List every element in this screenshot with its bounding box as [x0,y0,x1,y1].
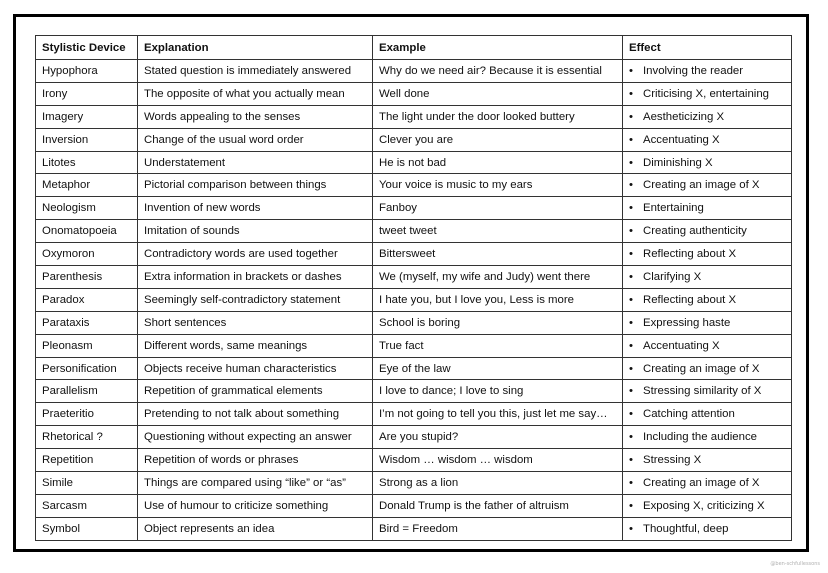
explanation-cell: Things are compared using “like” or “as” [138,472,373,495]
effect-text: Creating an image of X [643,362,760,375]
effect-cell [623,174,792,197]
example-cell: Well done [373,82,623,105]
effect-text: Diminishing X [643,156,713,169]
bullet-icon: • [629,64,633,77]
device-cell: Rhetorical ? [36,426,138,449]
effect-text: Reflecting about X [643,293,737,306]
device-cell: Simile [36,472,138,495]
explanation-cell: Questioning without expecting an answer [138,426,373,449]
table-body [36,60,792,541]
example-cell: tweet tweet [373,220,623,243]
example-cell: I love to dance; I love to sing [373,380,623,403]
example-cell: True fact [373,334,623,357]
explanation-cell: Extra information in brackets or dashes [138,266,373,289]
explanation-cell: Invention of new words [138,197,373,220]
device-cell: Imagery [36,105,138,128]
bullet-icon: • [629,179,633,192]
bullet-icon: • [629,87,633,100]
example-cell: Are you stupid? [373,426,623,449]
effect-text: Catching attention [643,408,735,421]
device-cell: Praeteritio [36,403,138,426]
effect-cell [623,380,792,403]
header-effect: Effect [623,36,792,60]
table-row [36,197,792,220]
explanation-cell: Short sentences [138,311,373,334]
table-row [36,128,792,151]
explanation-cell: Pictorial comparison between things [138,174,373,197]
explanation-cell: Use of humour to criticize something [138,494,373,517]
effect-cell [623,426,792,449]
effect-cell [623,82,792,105]
bullet-icon: • [629,316,633,329]
example-cell: Clever you are [373,128,623,151]
device-cell: Neologism [36,197,138,220]
table-row [36,357,792,380]
explanation-cell: Stated question is immediately answered [138,60,373,83]
device-cell: Paradox [36,288,138,311]
table-row [36,426,792,449]
bullet-icon: • [629,408,633,421]
device-cell: Parallelism [36,380,138,403]
bullet-icon: • [629,499,633,512]
device-cell: Parataxis [36,311,138,334]
explanation-cell: Repetition of grammatical elements [138,380,373,403]
example-cell: Bittersweet [373,243,623,266]
example-cell: We (myself, my wife and Judy) went there [373,266,623,289]
stylistic-devices-table [35,35,792,541]
effect-text: Thoughtful, deep [643,522,729,535]
effect-text: Creating an image of X [643,179,760,192]
effect-text: Clarifying X [643,270,702,283]
effect-text: Expressing haste [643,316,731,329]
example-cell: I’m not going to tell you this, just let me say… [373,403,623,426]
bullet-icon: • [629,293,633,306]
header-explanation: Explanation [138,36,373,60]
device-cell: Personification [36,357,138,380]
bullet-icon: • [629,476,633,489]
effect-text: Accentuating X [643,133,720,146]
effect-text: Entertaining [643,202,704,215]
explanation-cell: Object represents an idea [138,517,373,540]
effect-cell [623,472,792,495]
effect-text: Involving the reader [643,64,744,77]
example-cell: Donald Trump is the father of altruism [373,494,623,517]
table-row [36,311,792,334]
effect-cell [623,220,792,243]
example-cell: Eye of the law [373,357,623,380]
table-row [36,380,792,403]
explanation-cell: Repetition of words or phrases [138,449,373,472]
effect-text: Creating an image of X [643,476,760,489]
bullet-icon: • [629,431,633,444]
effect-cell [623,288,792,311]
effect-text: Stressing X [643,454,702,467]
effect-cell [623,517,792,540]
example-cell: Fanboy [373,197,623,220]
explanation-cell: Different words, same meanings [138,334,373,357]
device-cell: Repetition [36,449,138,472]
effect-text: Stressing similarity of X [643,385,762,398]
example-cell: I hate you, but I love you, Less is more [373,288,623,311]
example-cell: Wisdom … wisdom … wisdom [373,449,623,472]
effect-cell [623,403,792,426]
explanation-cell: The opposite of what you actually mean [138,82,373,105]
device-cell: Irony [36,82,138,105]
bullet-icon: • [629,133,633,146]
device-cell: Pleonasm [36,334,138,357]
bullet-icon: • [629,339,633,352]
example-cell: The light under the door looked buttery [373,105,623,128]
effect-cell [623,105,792,128]
table-sheet [13,14,809,552]
explanation-cell: Change of the usual word order [138,128,373,151]
table-row [36,449,792,472]
explanation-cell: Objects receive human characteristics [138,357,373,380]
bullet-icon: • [629,156,633,169]
explanation-cell: Contradictory words are used together [138,243,373,266]
table-row [36,288,792,311]
bullet-icon: • [629,362,633,375]
effect-cell [623,243,792,266]
bullet-icon: • [629,225,633,238]
table-row [36,403,792,426]
bullet-icon: • [629,202,633,215]
device-cell: Litotes [36,151,138,174]
effect-cell [623,128,792,151]
example-cell: Why do we need air? Because it is essential [373,60,623,83]
explanation-cell: Seemingly self-contradictory statement [138,288,373,311]
effect-text: Exposing X, criticizing X [643,499,765,512]
header-example: Example [373,36,623,60]
effect-cell [623,151,792,174]
effect-text: Accentuating X [643,339,720,352]
example-cell: Your voice is music to my ears [373,174,623,197]
table-row [36,60,792,83]
effect-cell [623,494,792,517]
effect-text: Aestheticizing X [643,110,725,123]
device-cell: Oxymoron [36,243,138,266]
table-header-row [36,36,792,60]
bullet-icon: • [629,454,633,467]
effect-cell [623,334,792,357]
effect-cell [623,311,792,334]
example-cell: School is boring [373,311,623,334]
effect-text: Creating authenticity [643,225,747,238]
table-row [36,517,792,540]
table-row [36,151,792,174]
bullet-icon: • [629,385,633,398]
table-row [36,243,792,266]
device-cell: Parenthesis [36,266,138,289]
device-cell: Metaphor [36,174,138,197]
effect-cell [623,357,792,380]
explanation-cell: Pretending to not talk about something [138,403,373,426]
example-cell: Strong as a lion [373,472,623,495]
table-row [36,334,792,357]
bullet-icon: • [629,270,633,283]
effect-cell [623,60,792,83]
table-row [36,82,792,105]
bullet-icon: • [629,110,633,123]
header-stylistic-device: Stylistic Device [36,36,138,60]
example-cell: Bird = Freedom [373,517,623,540]
explanation-cell: Understatement [138,151,373,174]
effect-text: Including the audience [643,431,757,444]
device-cell: Symbol [36,517,138,540]
effect-cell [623,266,792,289]
table-row [36,494,792,517]
example-cell: He is not bad [373,151,623,174]
explanation-cell: Imitation of sounds [138,220,373,243]
table-row [36,220,792,243]
table-row [36,174,792,197]
bullet-icon: • [629,248,633,261]
effect-text: Reflecting about X [643,248,737,261]
credit-text: @ben-schfullessons [770,561,820,567]
device-cell: Inversion [36,128,138,151]
table-row [36,266,792,289]
table-row [36,472,792,495]
device-cell: Hypophora [36,60,138,83]
device-cell: Onomatopoeia [36,220,138,243]
effect-text: Criticising X, entertaining [643,87,769,100]
effect-cell [623,449,792,472]
device-cell: Sarcasm [36,494,138,517]
table-row [36,105,792,128]
explanation-cell: Words appealing to the senses [138,105,373,128]
effect-cell [623,197,792,220]
bullet-icon: • [629,522,633,535]
